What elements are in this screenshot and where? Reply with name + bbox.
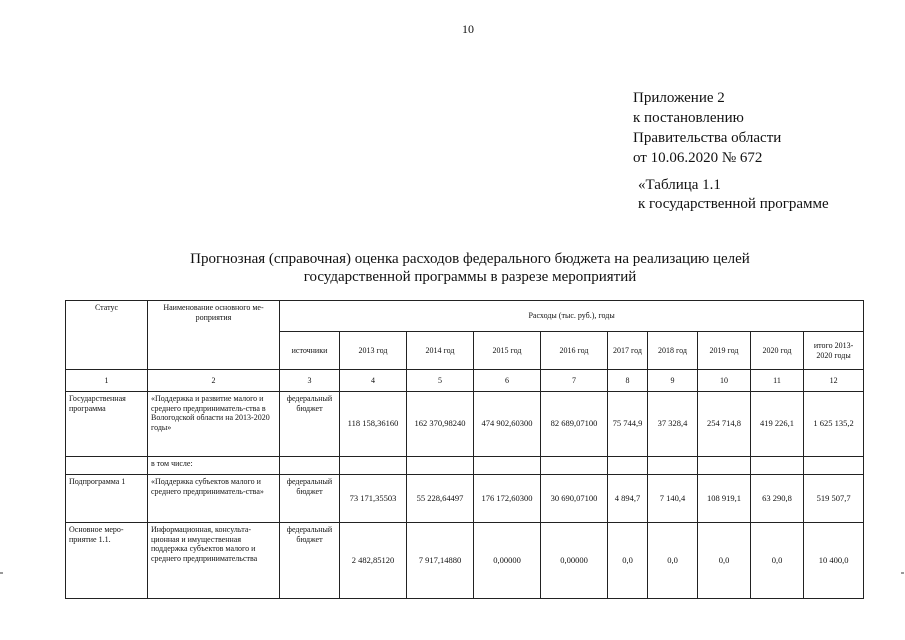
row-value: 0,00000 <box>474 523 541 599</box>
header-year: 2014 год <box>407 332 474 370</box>
column-number: 10 <box>698 370 751 392</box>
row-value: 7 140,4 <box>648 475 698 523</box>
column-numbers-row <box>66 370 864 392</box>
column-number: 6 <box>474 370 541 392</box>
table-reference-line-1: «Таблица 1.1 <box>638 177 721 193</box>
row-including-label: в том числе: <box>148 457 280 475</box>
row-status: Основное меро-приятие 1.1. <box>66 523 148 599</box>
row-value: 2 482,85120 <box>340 523 407 599</box>
header-status: Статус <box>66 301 148 370</box>
row-value: 63 290,8 <box>751 475 804 523</box>
row-value: 474 902,60300 <box>474 392 541 457</box>
header-year: 2018 год <box>648 332 698 370</box>
row-name: Информационная, консульта-ционная и имущественная поддержка субъектов малого и среднего предпринимательства <box>148 523 280 599</box>
table-row <box>66 392 864 457</box>
column-number: 12 <box>804 370 864 392</box>
row-source: федеральный бюджет <box>280 475 340 523</box>
appendix-line-4: от 10.06.2020 № 672 <box>633 150 763 166</box>
document-title <box>150 250 790 286</box>
row-empty <box>608 457 648 475</box>
table-reference-line-2: к государственной программе <box>638 196 829 212</box>
row-value: 75 744,9 <box>608 392 648 457</box>
appendix-line-1: Приложение 2 <box>633 90 725 106</box>
column-number: 8 <box>608 370 648 392</box>
row-empty <box>698 457 751 475</box>
row-source: федеральный бюджет <box>280 523 340 599</box>
header-total: итого 2013-2020 годы <box>804 332 864 370</box>
row-value: 55 228,64497 <box>407 475 474 523</box>
page-number: 10 <box>462 22 474 36</box>
row-value: 519 507,7 <box>804 475 864 523</box>
column-number: 11 <box>751 370 804 392</box>
header-year: 2016 год <box>541 332 608 370</box>
row-value: 254 714,8 <box>698 392 751 457</box>
row-source: федеральный бюджет <box>280 392 340 457</box>
row-empty <box>340 457 407 475</box>
row-value: 1 625 135,2 <box>804 392 864 457</box>
row-value: 176 172,60300 <box>474 475 541 523</box>
row-value: 0,0 <box>608 523 648 599</box>
row-status: Государственная программа <box>66 392 148 457</box>
row-value: 0,0 <box>751 523 804 599</box>
row-status: Подпрограмма 1 <box>66 475 148 523</box>
header-expenses: Расходы (тыс. руб.), годы <box>280 301 864 332</box>
column-number: 1 <box>66 370 148 392</box>
row-value: 82 689,07100 <box>541 392 608 457</box>
table-row-including <box>66 457 864 475</box>
table-row <box>66 523 864 599</box>
row-value: 7 917,14880 <box>407 523 474 599</box>
column-number: 9 <box>648 370 698 392</box>
header-year: 2020 год <box>751 332 804 370</box>
appendix-header <box>633 88 781 168</box>
row-name: «Поддержка и развитие малого и среднего предприниматель-ства в Вологодской области на 2013-2020 годы» <box>148 392 280 457</box>
row-value: 162 370,98240 <box>407 392 474 457</box>
header-name: Наименование основного ме-роприятия <box>148 301 280 370</box>
row-value: 10 400,0 <box>804 523 864 599</box>
row-empty <box>648 457 698 475</box>
row-value: 37 328,4 <box>648 392 698 457</box>
header-year: 2015 год <box>474 332 541 370</box>
header-year: 2019 год <box>698 332 751 370</box>
row-empty <box>407 457 474 475</box>
row-empty <box>66 457 148 475</box>
header-sources: источники <box>280 332 340 370</box>
column-number: 7 <box>541 370 608 392</box>
row-value: 0,0 <box>648 523 698 599</box>
scan-edge-mark <box>0 572 3 574</box>
column-number: 4 <box>340 370 407 392</box>
header-year: 2017 год <box>608 332 648 370</box>
column-number: 2 <box>148 370 280 392</box>
column-number: 5 <box>407 370 474 392</box>
row-value: 30 690,07100 <box>541 475 608 523</box>
row-empty <box>804 457 864 475</box>
row-name: «Поддержка субъектов малого и среднего предприниматель-ства» <box>148 475 280 523</box>
row-value: 419 226,1 <box>751 392 804 457</box>
appendix-line-2: к постановлению <box>633 110 744 126</box>
expense-table <box>65 300 864 599</box>
header-year: 2013 год <box>340 332 407 370</box>
row-value: 108 919,1 <box>698 475 751 523</box>
row-value: 0,00000 <box>541 523 608 599</box>
row-empty <box>541 457 608 475</box>
row-value: 118 158,36160 <box>340 392 407 457</box>
title-line-2: государственной программы в разрезе мероприятий <box>303 269 637 285</box>
scan-edge-mark <box>901 572 904 574</box>
row-empty <box>751 457 804 475</box>
table-reference <box>638 176 829 214</box>
header-row <box>66 301 864 332</box>
row-empty <box>280 457 340 475</box>
column-number: 3 <box>280 370 340 392</box>
row-empty <box>474 457 541 475</box>
row-value: 73 171,35503 <box>340 475 407 523</box>
row-value: 0,0 <box>698 523 751 599</box>
appendix-line-3: Правительства области <box>633 130 782 146</box>
title-line-1: Прогнозная (справочная) оценка расходов федерального бюджета на реализацию целей <box>190 251 750 267</box>
row-value: 4 894,7 <box>608 475 648 523</box>
table-row <box>66 475 864 523</box>
